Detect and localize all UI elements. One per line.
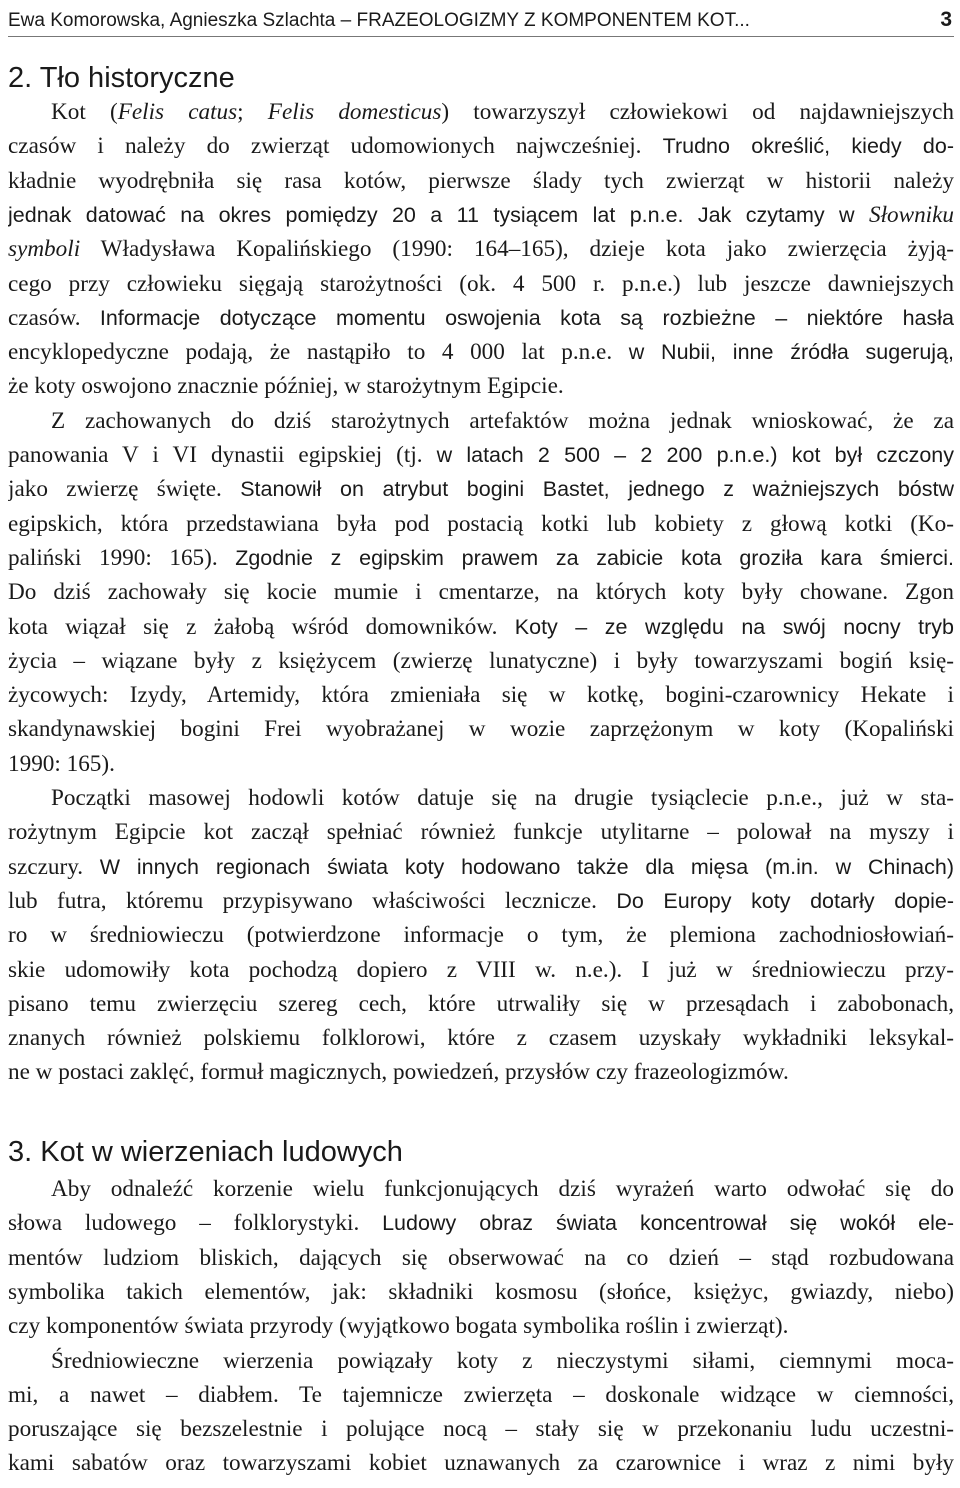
text-line — [8, 1412, 954, 1446]
text-line — [8, 815, 954, 849]
text-line — [8, 198, 954, 232]
text-span: ) towarzyszył człowiekowi od najdawniejszych — [441, 99, 954, 125]
text-line — [8, 1378, 954, 1412]
text-span: paliński 1990: 165). — [8, 544, 236, 571]
text-span: poruszające się bezszelestnie i polujące nocą – stały się w przekonaniu ludu uczestni- — [8, 1416, 954, 1443]
text-span: Stanowił on atrybut bogini Bastet, jednego z ważniejszych bóstw — [240, 477, 954, 502]
text-span: encyklopedyczne podają, że nastąpiło to 4 000 lat p.n.e. — [8, 339, 629, 366]
section-3-heading: 3. Kot w wierzeniach ludowych — [8, 1136, 403, 1168]
italic-term: Felis domesticus — [267, 99, 442, 125]
text-line — [8, 267, 954, 301]
text-line — [8, 575, 954, 609]
text-line — [8, 644, 954, 678]
text-line — [8, 335, 954, 369]
text-span: skie udomowiły kota pochodzą dopiero z VIII w. n.e.). I już w średniowieczu przy- — [8, 956, 954, 983]
text-span: Kot ( — [51, 99, 118, 125]
text-span: mi, a nawet – diabłem. Te tajemnicze zwierzęta – doskonale widzące w ciemności, — [8, 1381, 954, 1408]
text-line — [8, 232, 954, 266]
text-span: lub futra, któremu przypisywano właściwości lecznicze. — [8, 887, 617, 914]
text-line — [8, 1206, 954, 1240]
text-span: W innych regionach świata koty hodowano także dla mięsa (m.in. w Chinach) — [99, 854, 954, 879]
text-line — [8, 301, 954, 335]
text-line — [8, 438, 954, 472]
section-2-heading: 2. Tło historyczne — [8, 62, 235, 94]
text-span: Władysława Kopalińskiego (1990: 164–165), dzieje kota jako zwierzęcia żyją- — [80, 236, 954, 263]
text-span: 1990: 165). — [8, 750, 115, 777]
text-span: kładnie wyodrębniła się rasa kotów, pierwsze ślady tych zwierząt w historii należy — [8, 167, 954, 194]
text-line — [8, 164, 954, 198]
text-span: w Nubii, inne źródła sugerują, — [628, 340, 954, 365]
header-rule — [8, 36, 954, 37]
text-line — [8, 507, 954, 541]
text-line — [8, 472, 954, 506]
text-line — [8, 1446, 954, 1480]
text-span: czy komponentów świata przyrody (wyjątkowo bogata symbolika roślin i zwierząt). — [8, 1313, 789, 1340]
text-span: czasów. — [8, 304, 100, 331]
text-span: ; — [237, 99, 268, 125]
text-span: Do dziś zachowały się kocie mumie i cmentarze, na których koty były chowane. Zgon — [8, 579, 954, 606]
text-line — [8, 369, 954, 403]
running-header — [8, 6, 952, 36]
text-line — [8, 918, 954, 952]
text-span: Trudno określić, kiedy do- — [662, 134, 954, 159]
text-span: że koty oswojono znacznie później, w starożytnym Egipcie. — [8, 373, 564, 400]
text-span: życia – wiązane były z księżycem (zwierzę lunatyczne) i były towarzyszami bogiń księ- — [8, 647, 954, 674]
text-span: Do Europy koty dotarły dopie- — [616, 888, 954, 913]
text-span: życowych: Izydy, Artemidy, która zmieniała się w kotkę, bogini-czarownicy Hekate i — [8, 682, 954, 709]
page-number: 3 — [940, 8, 952, 31]
text-span: czasów i należy do zwierząt udomowionych najwcześniej. — [8, 133, 663, 160]
text-span: cego przy człowieku sięgają starożytności (ok. 4 500 r. p.n.e.) lub jeszcze dawniejszych — [8, 270, 954, 297]
text-span: ne w postaci zaklęć, formuł magicznych, powiedzeń, przysłów czy frazeologizmów. — [8, 1059, 789, 1086]
text-line — [8, 1021, 954, 1055]
text-line — [8, 129, 954, 163]
text-span: Z zachowanych do dziś starożytnych artefaktów można jednak wnioskować, że za — [51, 407, 954, 434]
text-span: ro w średniowieczu (potwierdzone informacje o tym, że plemiona zachodniosłowiań- — [8, 922, 954, 949]
text-span: Koty – ze względu na swój nocny tryb — [514, 614, 954, 639]
italic-term: symboli — [8, 236, 81, 263]
text-span: Ludowy obraz świata koncentrował się wokół ele- — [382, 1211, 954, 1236]
text-line — [8, 1309, 954, 1343]
text-span: jako zwierzę święte. — [8, 476, 241, 503]
text-span: Informacje dotyczące momentu oswojenia kota są rozbieżne – niektóre hasła — [99, 305, 954, 330]
text-span: Średniowieczne wierzenia powiązały koty z nieczystymi siłami, ciemnymi moca- — [51, 1347, 954, 1374]
text-line — [8, 850, 954, 884]
text-line — [8, 1055, 954, 1089]
text-span: Aby odnaleźć korzenie wielu funkcjonujących dziś wyrażeń warto odwołać się do — [51, 1176, 954, 1202]
text-line — [8, 884, 954, 918]
italic-term: Słowniku — [868, 201, 954, 228]
text-span: szczury. — [8, 853, 100, 880]
text-line — [8, 610, 954, 644]
text-line — [8, 1172, 954, 1206]
text-span: skandynawskiej bogini Frei wyobrażanej w wozie zaprzężonym w koty (Kopaliński — [8, 716, 954, 743]
text-span: panowania V i VI dynastii egipskiej (tj. — [8, 442, 437, 468]
text-line — [8, 404, 954, 438]
text-line — [8, 781, 954, 815]
text-span: egipskich, która przedstawiana była pod postacią kotki lub kobiety z głową kotki (Ko- — [8, 510, 954, 537]
text-span: Początki masowej hodowli kotów datuje się na drugie tysiąclecie p.n.e., już w sta- — [51, 785, 954, 811]
text-span: rożytnym Egipcie kot zaczął spełniać również funkcje utylitarne – polował na myszy i — [8, 819, 954, 846]
text-line — [8, 953, 954, 987]
text-span: w latach 2 500 – 2 200 p.n.e.) kot był czczony — [436, 443, 954, 467]
text-span: Zgodnie z egipskim prawem za zabicie kota groziła kara śmierci. — [235, 545, 954, 570]
text-line — [8, 1275, 954, 1309]
running-title: Ewa Komorowska, Agnieszka Szlachta – FRAZEOLOGIZMY Z KOMPONENTEM KOT... — [8, 10, 750, 31]
text-line — [8, 678, 954, 712]
text-line — [8, 1344, 954, 1378]
text-line — [8, 95, 954, 129]
text-span: znanych również polskiemu folklorowi, które z czasem uzyskały wykładniki leksykal- — [8, 1025, 954, 1052]
text-span: mentów ludziom bliskich, dających się obserwować na co dzień – stąd rozbudowana — [8, 1244, 954, 1271]
text-line — [8, 541, 954, 575]
text-span: pisano temu zwierzęciu szereg cech, które utrwaliły się w przesądach i zabobonach, — [8, 990, 954, 1017]
text-line — [8, 1241, 954, 1275]
text-span: kami sabatów oraz towarzyszami kobiet uznawanych za czarownice i wraz z nimi były — [8, 1450, 954, 1477]
italic-term: Felis catus — [117, 99, 238, 125]
text-span: kota wiązał się z żałobą wśród domowników. — [8, 613, 515, 640]
text-line — [8, 747, 954, 781]
text-span: słowa ludowego – folklorystyki. — [8, 1210, 383, 1237]
text-line — [8, 987, 954, 1021]
text-line — [8, 712, 954, 746]
text-span: symbolika takich elementów, jak: składniki kosmosu (słońce, księżyc, gwiazdy, niebo) — [8, 1278, 954, 1305]
text-span: jednak datować na okres pomiędzy 20 a 11 tysiącem lat p.n.e. Jak czytamy w — [8, 202, 869, 227]
